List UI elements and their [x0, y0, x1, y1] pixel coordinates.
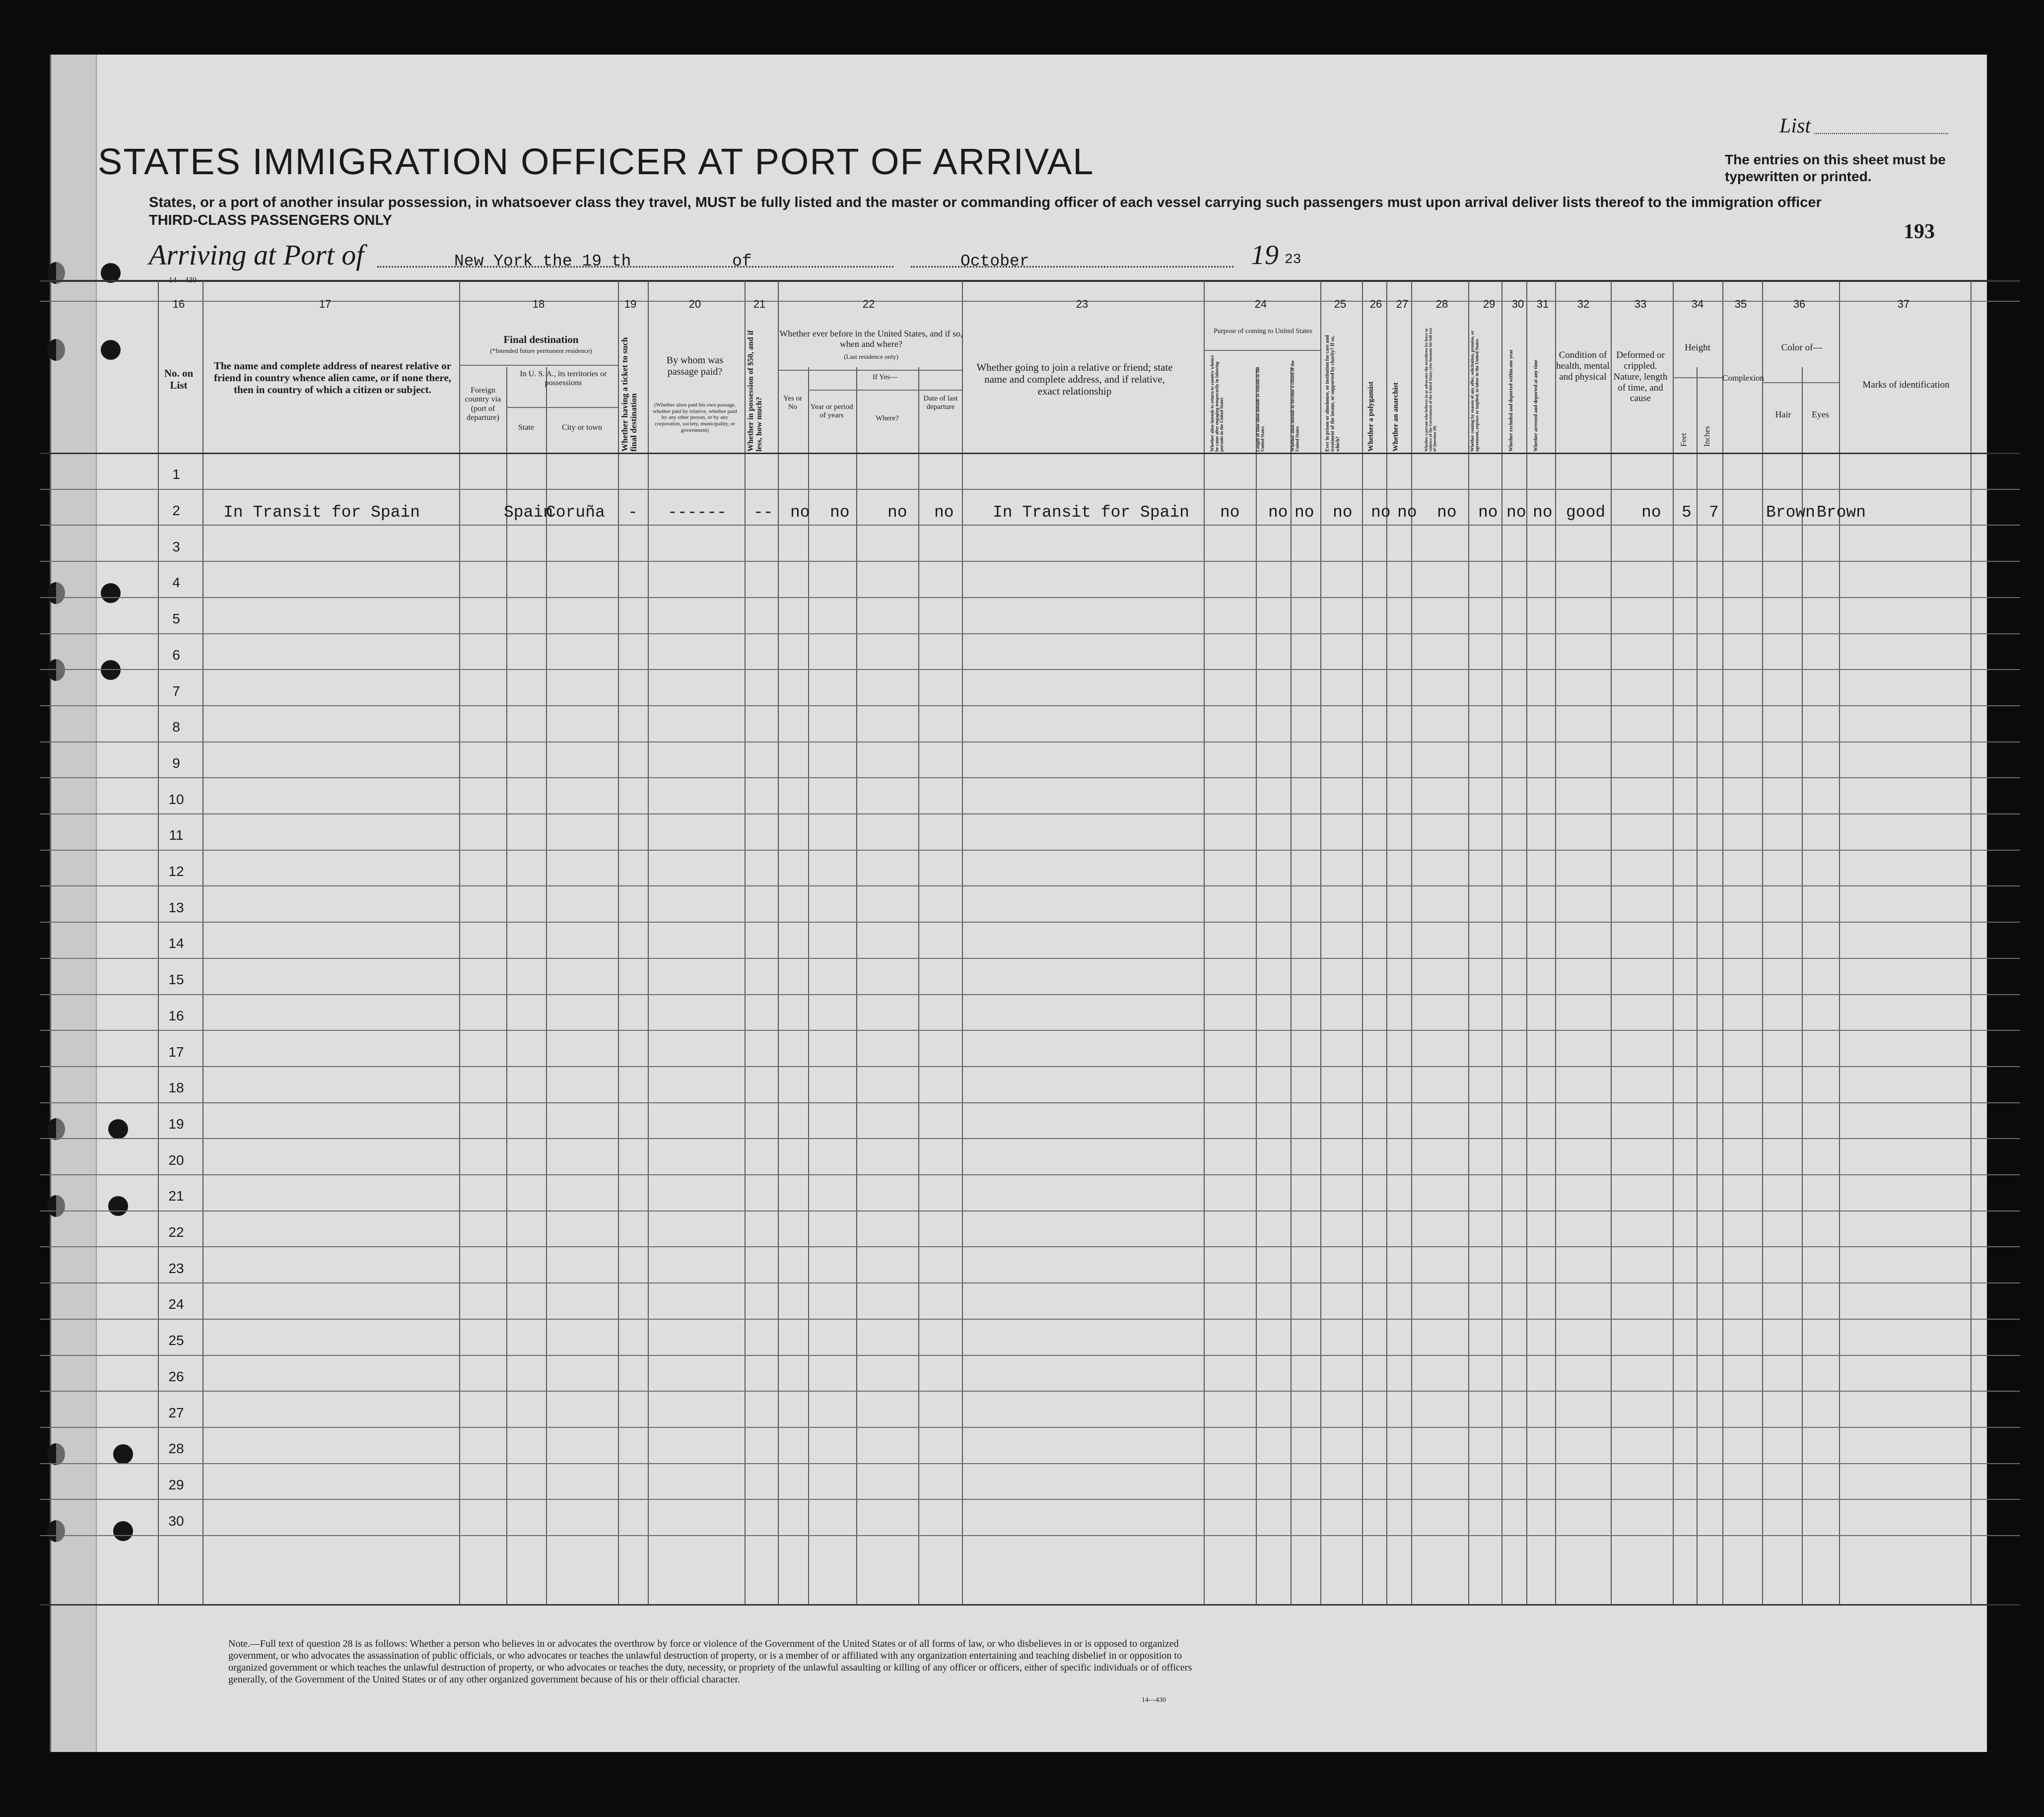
row-number: 2	[172, 503, 180, 518]
entry-question-28: no	[1437, 503, 1457, 522]
header-feet: Feet	[1680, 433, 1688, 447]
header-purpose-b: Length of time alien intends to remain in the United States	[1255, 367, 1265, 452]
row-number: 28	[168, 1441, 184, 1456]
header-marks: Marks of identification	[1862, 380, 1950, 390]
grid-hline	[40, 1355, 2020, 1356]
grid-vline	[1673, 281, 1674, 1604]
grid-hline	[40, 1066, 2020, 1067]
row-number: 30	[168, 1513, 184, 1529]
entries-note: The entries on this sheet must be typewritten or printed.	[1725, 152, 1946, 184]
header-final-destination: Final destination	[503, 334, 579, 345]
row-number: 27	[168, 1405, 184, 1420]
header-purpose: Purpose of coming to United States	[1214, 328, 1312, 335]
entry-dest-city: Coruña	[546, 503, 605, 522]
grid-hline	[40, 633, 2020, 634]
row-number: 12	[168, 864, 184, 879]
entry-relative: In Transit for Spain	[223, 503, 420, 522]
grid-hline	[40, 1102, 2020, 1103]
grid-hline	[40, 705, 2020, 706]
header-city: City or town	[562, 423, 602, 432]
grid-hline	[40, 525, 2020, 526]
row-number: 24	[168, 1296, 184, 1312]
col-number: 28	[1435, 298, 1448, 310]
form-code: 14—430	[169, 276, 197, 284]
row-number: 23	[168, 1261, 184, 1276]
arriving-label: Arriving at Port of	[149, 239, 364, 271]
row-number: 7	[172, 683, 180, 699]
header-if-yes: If Yes—	[872, 373, 897, 381]
grid-vline	[745, 281, 746, 1604]
row-number: 18	[168, 1080, 184, 1095]
grid-hline	[40, 1427, 2020, 1428]
header-complexion: Complexion	[1722, 373, 1765, 383]
row-number: 3	[172, 539, 180, 554]
arrival-port: New York the 19 th	[454, 252, 631, 270]
entry-inches: 7	[1709, 503, 1719, 522]
row-number: 5	[172, 611, 180, 626]
header-question-30: Whether excluded and deported within one year	[1508, 349, 1514, 452]
grid-hline	[40, 561, 2020, 562]
entry-question-30: no	[1506, 503, 1526, 522]
grid-hline	[40, 994, 2020, 995]
grid-vline	[1971, 281, 1972, 1604]
row-number: 25	[168, 1333, 184, 1348]
row-number: 16	[168, 1008, 184, 1023]
entry-date: no	[934, 503, 954, 522]
col-number: 37	[1897, 298, 1910, 310]
grid-hline	[40, 741, 2020, 742]
row-number: 17	[168, 1044, 184, 1060]
grid-hline	[1673, 377, 1722, 378]
row-number: 19	[168, 1116, 184, 1132]
grid-vline	[203, 281, 204, 1604]
grid-hline	[459, 365, 618, 366]
grid-hline	[40, 922, 2020, 923]
arrival-of: of	[732, 252, 752, 270]
col-number: 22	[862, 298, 875, 310]
grid-hline	[1204, 350, 1320, 351]
col-number: 17	[319, 298, 332, 310]
row-number: 22	[168, 1224, 184, 1240]
header-polygamist: Whether a polygamist	[1367, 381, 1375, 452]
grid-vline	[856, 367, 857, 1604]
grid-hline	[40, 1319, 2020, 1320]
grid-hline	[40, 489, 2020, 490]
entry-dest-state: Spain	[504, 503, 553, 522]
punch-hole-icon	[47, 1520, 65, 1542]
header-ever-before: Whether ever before in the United States, and if so, when and where?	[779, 329, 963, 349]
entry-prison: no	[1333, 503, 1353, 522]
footnote: Note.—Full text of question 28 is as follows: Whether a person who believes in or advocates the overthrow by force or violence of the Government of the United States or of all forms of law, or who disbelieves in or is opposed to organized government, or who advocates the assassination of public officials, or who advocates or teaches the unlawful destruction of property, or is a member of or affiliated with any organization entertaining and teaching disbelief in or opposition to organized government or which teaches the unlawful destruction of property, or who advocates or teaches the duty, necessity, or propriety of the unlawful assaulting or killing of any officer or officers, either of specific individuals or of officers generally, of the Government of the United States or of any other organized government because of his or their official character.	[228, 1638, 1192, 1685]
grid-vline	[1839, 281, 1840, 1604]
grid-vline	[546, 367, 547, 1604]
grid-vline	[1411, 281, 1412, 1604]
col-number: 32	[1577, 298, 1590, 310]
grid-vline	[962, 281, 963, 1604]
grid-hline	[40, 453, 2020, 454]
arrival-month: October	[960, 252, 1029, 270]
grid-hline	[40, 777, 2020, 778]
header-period: Year or period of years	[810, 403, 853, 420]
grid-vline	[778, 281, 779, 1604]
col-number: 25	[1334, 298, 1347, 310]
header-purpose-c: Whether alien intends to become a citizen of the United States	[1290, 360, 1300, 452]
header-nearest-relative: The name and complete address of nearest relative or friend in country whence alien came, or if none there, then in country of which a citizen or subject.	[213, 360, 452, 396]
row-number: 14	[168, 936, 184, 951]
grid-vline	[1697, 367, 1698, 1604]
grid-hline	[40, 850, 2020, 851]
punch-hole-icon	[101, 660, 121, 680]
row-number: 4	[172, 575, 180, 590]
row-number: 29	[168, 1477, 184, 1492]
grid-hline	[40, 1030, 2020, 1031]
grid-hline	[40, 1499, 2020, 1500]
row-number: 26	[168, 1369, 184, 1384]
entry-money: --	[753, 503, 773, 522]
entry-anarchist: no	[1397, 503, 1417, 522]
entry-health: good	[1566, 503, 1606, 522]
intro-text: States, or a port of another insular possession, in whatsoever class they travel, MUST be fully listed and the master or commanding officer of each vessel carrying such passengers must upon arrival deliver lists thereof to the immigration officer	[149, 195, 1822, 210]
grid-vline	[1320, 281, 1321, 1604]
col-number: 16	[172, 298, 185, 310]
grid-vline	[459, 281, 460, 1604]
row-number: 21	[168, 1188, 184, 1204]
grid-vline	[648, 281, 649, 1604]
header-no-on-list: No. on List	[164, 367, 194, 392]
grid-vline	[1722, 281, 1723, 1604]
header-question-28: Whether a person who believes in or advocates the overthrow by force or violence of the Government of the United States (See footnote for full text of Question 28)	[1424, 328, 1437, 452]
row-number: 6	[172, 647, 180, 663]
grid-vline	[1526, 281, 1527, 1604]
header-hair: Hair	[1775, 409, 1791, 419]
binding-strip	[51, 55, 97, 1752]
grid-vline	[918, 367, 919, 1604]
grid-hline	[506, 407, 618, 408]
grid-vline	[1291, 367, 1292, 1604]
grid-hline	[40, 813, 2020, 814]
entry-ever-before: no	[790, 503, 810, 522]
sheet-number: 193	[1904, 220, 1935, 243]
grid-hline	[40, 1282, 2020, 1283]
punch-hole-icon	[108, 1196, 128, 1216]
header-ever-before-sub: (Last residence only)	[844, 353, 898, 360]
punch-hole-icon	[47, 1118, 65, 1140]
row-number: 8	[172, 719, 180, 735]
punch-hole-icon	[101, 340, 121, 360]
col-number: 31	[1536, 298, 1549, 310]
header-question-31: Whether arrested and deported at any time	[1533, 359, 1539, 452]
row-number: 15	[168, 972, 184, 987]
third-class-label: THIRD-CLASS PASSENGERS ONLY	[149, 212, 392, 228]
header-where: Where?	[876, 414, 899, 422]
grid-vline	[1256, 367, 1257, 1604]
grid-vline	[618, 281, 619, 1604]
grid-hline	[40, 1174, 2020, 1175]
col-number: 36	[1793, 298, 1806, 310]
header-final-destination-sub: (*Intended future permanent residence)	[490, 347, 592, 354]
header-passage-paid: By whom was passage paid?	[666, 355, 724, 377]
row-number: 9	[172, 755, 180, 771]
grid-hline	[1762, 382, 1839, 383]
col-number: 30	[1511, 298, 1524, 310]
entry-eyes: Brown	[1817, 503, 1866, 522]
grid-vline	[1501, 281, 1502, 1604]
entry-paid-by: ------	[668, 503, 727, 522]
row-number: 1	[172, 467, 180, 482]
grid-hline	[808, 390, 962, 391]
header-health: Condition of health, mental and physical	[1556, 350, 1610, 382]
header-yes-no: Yes or No	[783, 395, 803, 411]
punch-hole-icon	[113, 1444, 133, 1464]
col-number: 21	[753, 298, 766, 310]
col-number: 19	[624, 298, 637, 310]
entry-feet: 5	[1682, 503, 1692, 522]
grid-hline	[40, 1604, 2020, 1606]
header-state: State	[518, 423, 534, 432]
col-number: 23	[1076, 298, 1089, 310]
col-number: 33	[1634, 298, 1647, 310]
row-number: 13	[168, 900, 184, 915]
header-eyes: Eyes	[1812, 409, 1829, 419]
header-money: Whether in possession of $50, and if less, how much?	[747, 330, 763, 452]
grid-hline	[40, 1391, 2020, 1392]
punch-hole-icon	[47, 339, 65, 361]
grid-vline	[1762, 281, 1763, 1604]
punch-hole-icon	[47, 582, 65, 604]
grid-hline	[40, 885, 2020, 886]
arrival-year-prefix: 19	[1251, 240, 1279, 270]
header-height: Height	[1685, 342, 1710, 353]
list-label: List	[1779, 115, 1811, 137]
entry-deformed: no	[1641, 503, 1661, 522]
col-number: 18	[532, 298, 545, 310]
grid-vline	[808, 367, 809, 1604]
grid-hline	[40, 597, 2020, 598]
punch-hole-icon	[101, 583, 121, 603]
col-number: 24	[1254, 298, 1267, 310]
entry-question-29: no	[1478, 503, 1498, 522]
punch-hole-icon	[47, 1443, 65, 1465]
grid-vline	[1611, 281, 1612, 1604]
entry-question-31: no	[1533, 503, 1553, 522]
grid-vline	[1468, 281, 1469, 1604]
grid-vline	[1362, 281, 1363, 1604]
punch-hole-icon	[47, 659, 65, 681]
grid-vline	[1802, 367, 1803, 1604]
list-number-line	[1814, 133, 1948, 134]
col-number: 20	[688, 298, 701, 310]
grid-hline	[778, 370, 962, 371]
grid-vline	[1386, 281, 1387, 1604]
col-number: 35	[1734, 298, 1747, 310]
entry-hair: Brown	[1766, 503, 1816, 522]
punch-hole-icon	[108, 1119, 128, 1139]
entry-ticket: -	[628, 503, 638, 522]
header-color-of: Color of—	[1781, 342, 1823, 353]
row-number: 11	[169, 827, 184, 843]
grid-hline	[40, 1535, 2020, 1536]
arrival-year-suffix: 23	[1285, 252, 1301, 268]
header-date-departure: Date of last departure	[923, 395, 958, 411]
grid-hline	[40, 1138, 2020, 1139]
header-purpose-a: Whether alien intends to return to country whence he came after engaging temporarily in laboring pursuits in the United States	[1210, 355, 1224, 452]
header-in-usa: In U. S. A., its territories or possessions	[520, 370, 607, 388]
entry-purpose-c: no	[1295, 503, 1314, 522]
header-question-29: Whether coming by reason of any offer, solicitation, promise, or agreement, express or implied, to labor in the United States	[1470, 331, 1480, 452]
col-number: 26	[1369, 298, 1382, 310]
header-ticket: Whether having a ticket to such final destination	[620, 337, 638, 452]
entry-joining: In Transit for Spain	[993, 503, 1190, 522]
entry-where: no	[887, 503, 907, 522]
entry-polygamist: no	[1371, 503, 1391, 522]
col-number: 34	[1691, 298, 1704, 310]
entry-purpose-b: no	[1268, 503, 1288, 522]
page-title: STATES IMMIGRATION OFFICER AT PORT OF ARRIVAL	[98, 141, 1094, 182]
header-prison: Ever in prison or almshouse, or institution for care and treatment of the insane, or supported by charity? If so, which?	[1325, 335, 1341, 452]
entry-years: no	[830, 503, 850, 522]
header-inches: Inches	[1703, 426, 1711, 447]
header-joining: Whether going to join a relative or friend; state name and complete address, and if relative, exact relationship	[976, 361, 1173, 398]
header-foreign-country: Foreign country via (port of departure)	[465, 386, 501, 422]
entry-purpose-a: no	[1220, 503, 1240, 522]
grid-vline	[1204, 281, 1205, 1604]
month-line	[911, 266, 1233, 268]
grid-hline	[40, 958, 2020, 959]
row-number: 20	[168, 1152, 184, 1168]
grid-hline	[40, 1463, 2020, 1464]
header-passage-paid-sub: (Whether alien paid his own passage, whether paid by relative, whether paid by any other person, or by any corporation, society, municipality, or government)	[653, 402, 737, 433]
punch-hole-icon	[47, 1195, 65, 1217]
col-number: 27	[1396, 298, 1409, 310]
form-code-bottom: 14—430	[1142, 1696, 1166, 1704]
header-anarchist: Whether an anarchist	[1392, 382, 1400, 452]
grid-vline	[1555, 281, 1556, 1604]
row-number: 10	[168, 792, 184, 807]
col-number: 29	[1483, 298, 1496, 310]
grid-hline	[40, 1246, 2020, 1247]
punch-hole-icon	[113, 1521, 133, 1541]
header-deformed: Deformed or crippled. Nature, length of time, and cause	[1613, 350, 1668, 404]
grid-hline	[40, 669, 2020, 670]
grid-vline	[506, 367, 507, 1604]
